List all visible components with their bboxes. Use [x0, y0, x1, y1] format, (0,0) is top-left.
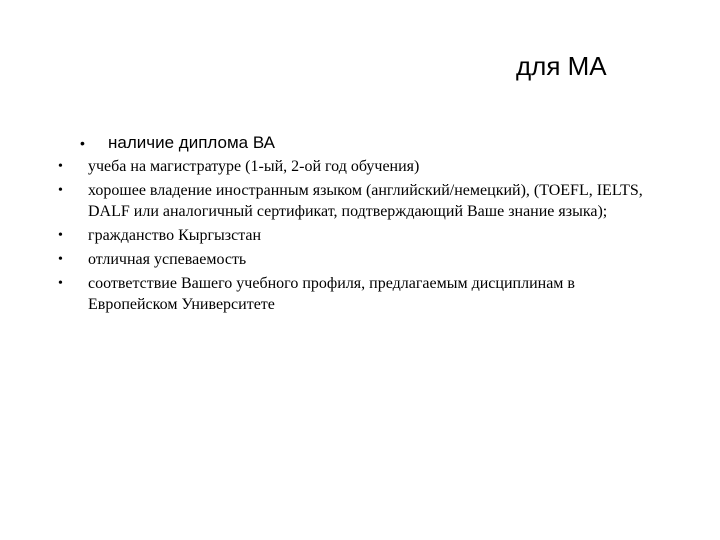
requirement-text: наличие диплома ВА	[108, 133, 275, 152]
requirement-item	[58, 156, 658, 177]
requirement-text: соответствие Вашего учебного профиля, предлагаемым дисциплинам в Европейском Университете	[88, 275, 575, 313]
bullet-icon: •	[58, 276, 63, 291]
bullet-icon: •	[58, 228, 63, 243]
requirement-item	[58, 180, 658, 222]
requirement-item-ba-diploma	[80, 132, 275, 154]
requirement-item	[58, 273, 658, 315]
bullet-icon: •	[58, 159, 63, 174]
requirement-item	[58, 249, 658, 270]
requirement-text: отличная успеваемость	[88, 251, 247, 268]
requirement-text: учеба на магистратуре (1-ый, 2-ой год обучения)	[88, 158, 420, 175]
requirement-text: гражданство Кыргызстан	[88, 227, 262, 244]
requirement-item	[58, 225, 658, 246]
bullet-icon: •	[80, 135, 85, 151]
slide-title: для МА	[516, 51, 607, 81]
bullet-icon: •	[58, 252, 63, 267]
requirements-list	[58, 156, 658, 318]
requirement-text: хорошее владение иностранным языком (английский/немецкий), (TOEFL, IELTS, DALF или аналогичный сертификат, подтверждающий Ваше знание языка);	[88, 182, 643, 220]
bullet-icon: •	[58, 183, 63, 198]
